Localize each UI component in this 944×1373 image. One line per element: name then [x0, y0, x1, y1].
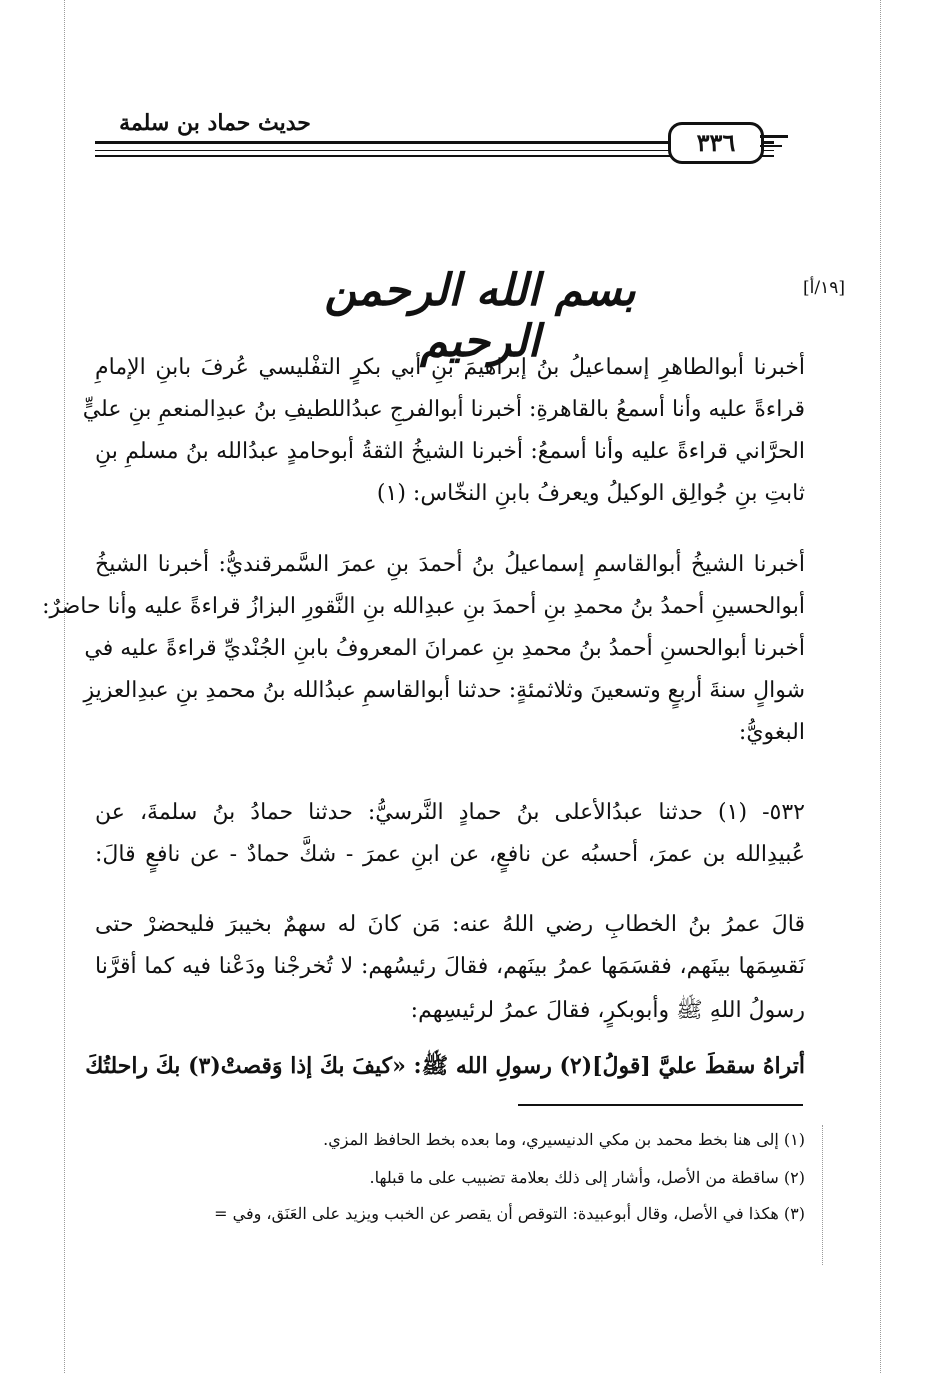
text-line: ثابتِ بنِ جُوالِق الوكيلُ ويعرفُ بابنِ النخّاس: (١) — [376, 481, 805, 506]
footnote: (٣) هكذا في الأصل، وقال أبوعبيدة: التوقص أن يقصر عن الخبب ويزيد على العَنَق، وفي = — [214, 1204, 805, 1223]
footnote: (١) إلى هنا بخط محمد بن مكي الدنيسيري، وما بعده بخط الحافظ المزي. — [323, 1130, 805, 1149]
page-number: ٣٣٦ — [696, 128, 736, 157]
page-box-ornament — [760, 135, 788, 138]
page-number-box — [668, 122, 764, 164]
text-line: نَقسِمَها بينَهم، فقسَمَها عمرُ بينَهم، فقالَ رئيسُهم: لا تُخرجْنا ودَعْنا فيه كما أقرَّنا — [95, 954, 805, 979]
hadith-number-line: ٥٣٢- (١) حدثنا عبدُالأعلى بنُ حمادٍ النَّرسيُّ: حدثنا حمادُ بنُ سلمةَ، عن — [95, 800, 805, 825]
text-line: رسولُ اللهِ ﷺ وأبوبكرٍ، فقالَ عمرُ لرئيسِهم: — [410, 998, 805, 1023]
running-title: حديث حماد بن سلمة — [119, 110, 311, 136]
text-line: البغويُّ: — [738, 720, 805, 745]
text-line: أخبرنا أبوالحسنِ أحمدُ بنُ محمدِ بنِ عمرانَ المعروفُ بابنِ الجُنْديِّ قراءةً عليه في — [84, 636, 805, 661]
text-line: أخبرنا الشيخُ أبوالقاسمِ إسماعيلُ بنُ أحمدَ بنِ عمرَ السَّمرقنديُّ: أخبرنا الشيخُ — [95, 552, 805, 577]
text-line: عُبيدِالله بن عمرَ، أحسبُه عن نافعٍ، عن ابنِ عمرَ - شكَّ حمادٌ - عن نافعٍ قالَ: — [95, 842, 805, 867]
scan-margin-left — [64, 0, 65, 1373]
scan-gutter-mark — [822, 1125, 823, 1265]
text-line: أتراهُ سقطَ عليَّ [قولُ](٢) رسولِ الله ﷺ: «كيفَ بكَ إذا وَقصتْ(٣) بكَ راحلتُكَ — [85, 1053, 805, 1079]
footnote-separator — [518, 1104, 803, 1106]
page-box-ornament-lower — [760, 145, 782, 147]
manuscript-folio-marker: [١٩/أ] — [803, 278, 845, 298]
basmala: بسم الله الرحمن الرحيم — [324, 265, 636, 367]
text-line: الحرَّاني قراءةً عليه وأنا أسمعُ: أخبرنا الشيخُ الثقةُ أبوحامدٍ عبدُالله بنُ مسلمِ بنِ — [95, 439, 805, 464]
footnote: (٢) ساقطة من الأصل، وأشار إلى ذلك بعلامة تضبيب على ما قبلها. — [369, 1168, 805, 1187]
text-line: قراءةً عليه وأنا أسمعُ بالقاهرةِ: أخبرنا أبوالفرجِ عبدُاللطيفِ بنُ عبدِالمنعمِ بنِ عليٍّ — [82, 397, 805, 422]
text-line: أبوالحسينِ أحمدُ بنُ محمدِ بنِ أحمدَ بنِ عبدِالله بنِ النَّقورِ البزازُ قراءةً عليه وأنا حاضرٌ: — [42, 594, 805, 619]
scan-margin-right — [880, 0, 881, 1373]
text-line: قالَ عمرُ بنُ الخطابِ رضي اللهُ عنه: مَن كانَ له سهمٌ بخيبرَ فليحضرْ حتى — [95, 912, 805, 937]
text-line: شوالٍ سنةَ أربعٍ وتسعينَ وثلاثمئةٍ: حدثنا أبوالقاسمِ عبدُالله بنُ محمدِ بنِ عبدِالعزيزِ — [83, 678, 805, 703]
text-line: أخبرنا أبوالطاهرِ إسماعيلُ بنُ إبراهيمَ بنِ أبي بكرٍ التفْليسي عُرفَ بابنِ الإمامِ — [95, 355, 805, 380]
